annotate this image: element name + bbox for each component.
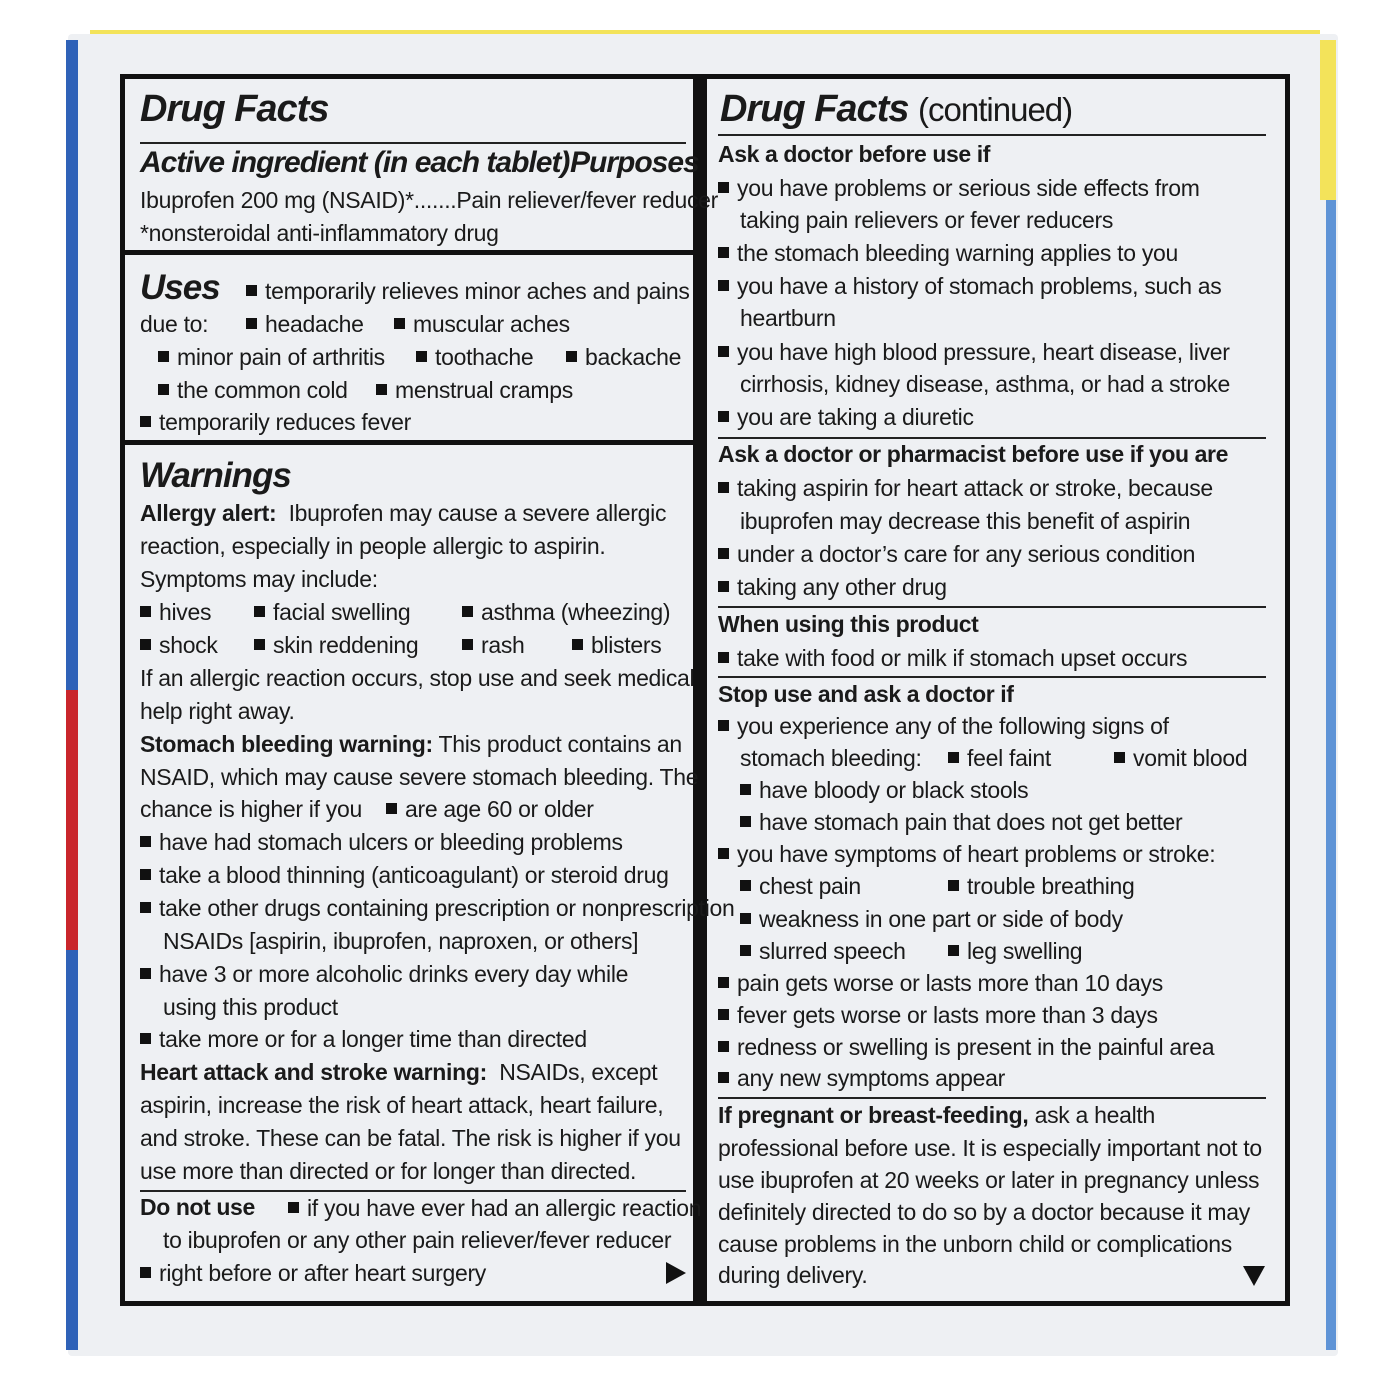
section-divider-active xyxy=(120,250,700,255)
bullet-icon xyxy=(740,913,751,924)
ask-doctor-item-cont: taking pain relievers or fever reducers xyxy=(740,207,1114,233)
uses-heading: Uses xyxy=(140,268,220,307)
section-rule xyxy=(718,606,1266,608)
bullet-icon xyxy=(386,803,397,814)
bullet-icon xyxy=(740,784,751,795)
stop-use-item: you experience any of the following signs of xyxy=(718,710,1169,743)
do-not-use-heading: Do not use xyxy=(140,1194,255,1220)
stop-use-subitem: trouble breathing xyxy=(948,870,1135,903)
heart-text: and stroke. These can be fatal. The risk is higher if you xyxy=(140,1125,681,1151)
symptom-item: facial swelling xyxy=(254,596,410,629)
bullet-icon xyxy=(718,848,729,859)
bullet-icon xyxy=(376,384,387,395)
stomach-item: take more or for a longer time than directed xyxy=(140,1023,587,1056)
bullet-icon xyxy=(718,1041,729,1052)
bullet-icon xyxy=(254,606,265,617)
pregnancy-text: use ibuprofen at 20 weeks or later in pregnancy unless xyxy=(718,1167,1260,1193)
bullet-icon xyxy=(462,639,473,650)
bullet-icon xyxy=(718,346,729,357)
bullet-icon xyxy=(158,351,169,362)
uses-item: backache xyxy=(566,341,681,374)
ask-pharmacist-item-cont: ibuprofen may decrease this benefit of aspirin xyxy=(740,508,1191,534)
uses-item: menstrual cramps xyxy=(376,374,573,407)
ask-doctor-heading: Ask a doctor before use if xyxy=(718,141,991,167)
bullet-icon xyxy=(140,1033,151,1044)
stop-use-item: pain gets worse or lasts more than 10 days xyxy=(718,967,1163,1000)
bullet-icon xyxy=(718,652,729,663)
uses-item: minor pain of arthritis xyxy=(158,341,385,374)
uses-item: headache xyxy=(246,308,364,341)
ask-pharmacist-item: taking aspirin for heart attack or stroke, because xyxy=(718,472,1213,505)
bullet-icon xyxy=(572,639,583,650)
pregnancy-text: during delivery. xyxy=(718,1262,868,1288)
stop-use-item: you have symptoms of heart problems or stroke: xyxy=(718,838,1215,871)
stop-use-heading: Stop use and ask a doctor if xyxy=(718,681,1014,707)
uses-item: toothache xyxy=(416,341,533,374)
active-ingredient-line: Ibuprofen 200 mg (NSAID)*.......Pain reliever/fever reducer xyxy=(140,187,719,213)
bullet-icon xyxy=(948,945,959,956)
when-using-heading: When using this product xyxy=(718,611,979,637)
donot-item: if you have ever had an allergic reaction xyxy=(288,1192,701,1225)
bullet-icon xyxy=(140,1267,151,1278)
stomach-item-cont: using this product xyxy=(163,994,338,1020)
bullet-icon xyxy=(416,351,427,362)
ask-doctor-item-cont: heartburn xyxy=(740,305,836,331)
section-divider-uses xyxy=(120,440,700,445)
heart-text: aspirin, increase the risk of heart attack, heart failure, xyxy=(140,1092,664,1118)
ask-doctor-item: you have problems or serious side effects from xyxy=(718,172,1200,205)
heart-text: use more than directed or for longer than directed. xyxy=(140,1158,637,1184)
ask-doctor-item: you have a history of stomach problems, such as xyxy=(718,270,1221,303)
uses-item: temporarily relieves minor aches and pains xyxy=(246,275,690,308)
stop-use-item-cont: stomach bleeding: xyxy=(740,745,922,771)
bullet-icon xyxy=(718,581,729,592)
box-left-red-stripe xyxy=(66,690,78,950)
box-right-edge xyxy=(1326,40,1336,1350)
bullet-icon xyxy=(140,968,151,979)
pregnancy-text: cause problems in the unborn child or complications xyxy=(718,1231,1232,1257)
symptom-item: rash xyxy=(462,629,525,662)
stop-use-subitem: weakness in one part or side of body xyxy=(740,903,1123,936)
bullet-icon xyxy=(718,247,729,258)
bullet-icon xyxy=(462,606,473,617)
bullet-icon xyxy=(140,416,151,427)
stomach-item: are age 60 or older xyxy=(386,793,594,826)
uses-due-to: due to: xyxy=(140,311,209,337)
purposes-heading: Purposes xyxy=(570,146,699,179)
ask-pharmacist-item: taking any other drug xyxy=(718,571,947,604)
allergy-text: reaction, especially in people allergic to aspirin. xyxy=(140,533,606,559)
when-using-item: take with food or milk if stomach upset occurs xyxy=(718,642,1187,675)
symptom-item: skin reddening xyxy=(254,629,418,662)
box-right-yellow-stripe xyxy=(1320,40,1336,200)
active-ingredient-heading: Active ingredient (in each tablet) xyxy=(140,146,570,179)
bullet-icon xyxy=(288,1202,299,1213)
stomach-warning: Stomach bleeding warning: This product contains an xyxy=(140,731,682,757)
section-rule xyxy=(718,437,1266,439)
nsaid-footnote: *nonsteroidal anti-inflammatory drug xyxy=(140,220,499,246)
allergy-text: If an allergic reaction occurs, stop use and seek medical xyxy=(140,665,695,691)
bullet-icon xyxy=(948,752,959,763)
bullet-icon xyxy=(718,280,729,291)
ask-doctor-item-cont: cirrhosis, kidney disease, asthma, or had a stroke xyxy=(740,371,1230,397)
bullet-icon xyxy=(140,639,151,650)
warnings-heading: Warnings xyxy=(140,456,291,495)
heart-warning: Heart attack and stroke warning: NSAIDs, except xyxy=(140,1059,658,1085)
bullet-icon xyxy=(718,977,729,988)
bullet-icon xyxy=(254,639,265,650)
bullet-icon xyxy=(140,869,151,880)
section-rule xyxy=(718,676,1266,678)
uses-item: muscular aches xyxy=(394,308,570,341)
bullet-icon xyxy=(246,285,257,296)
symptom-item: shock xyxy=(140,629,218,662)
stomach-item: have 3 or more alcoholic drinks every day while xyxy=(140,958,628,991)
bullet-icon xyxy=(140,836,151,847)
uses-item: the common cold xyxy=(158,374,348,407)
continue-arrow-icon xyxy=(666,1262,686,1284)
drug-facts-continued-title: Drug Facts (continued) xyxy=(720,88,1073,130)
bullet-icon xyxy=(1114,752,1125,763)
stop-use-subitem: slurred speech xyxy=(740,935,906,968)
allergy-text: Symptoms may include: xyxy=(140,566,378,592)
donot-item: right before or after heart surgery xyxy=(140,1257,486,1290)
symptom-item: asthma (wheezing) xyxy=(462,596,670,629)
bullet-icon xyxy=(718,1009,729,1020)
stop-use-subitem: feel faint xyxy=(948,742,1051,775)
stop-use-subitem: have stomach pain that does not get better xyxy=(740,806,1182,839)
bullet-icon xyxy=(718,720,729,731)
pregnancy-warning: If pregnant or breast-feeding, ask a health xyxy=(718,1102,1156,1128)
column-divider xyxy=(693,74,707,1306)
ask-pharmacist-item: under a doctor’s care for any serious condition xyxy=(718,538,1195,571)
bullet-icon xyxy=(158,384,169,395)
title-rule xyxy=(718,134,1266,136)
symptom-item: hives xyxy=(140,596,211,629)
bullet-icon xyxy=(566,351,577,362)
ask-doctor-item: the stomach bleeding warning applies to you xyxy=(718,237,1178,270)
bullet-icon xyxy=(740,880,751,891)
stop-use-subitem: vomit blood xyxy=(1114,742,1247,775)
stop-use-item: fever gets worse or lasts more than 3 days xyxy=(718,999,1158,1032)
bullet-icon xyxy=(740,816,751,827)
bullet-icon xyxy=(394,318,405,329)
stop-use-subitem: leg swelling xyxy=(948,935,1082,968)
symptom-item: blisters xyxy=(572,629,661,662)
ask-pharmacist-heading: Ask a doctor or pharmacist before use if you are xyxy=(718,441,1228,467)
stop-use-subitem: have bloody or black stools xyxy=(740,774,1028,807)
stomach-text: NSAID, which may cause severe stomach bleeding. The xyxy=(140,764,699,790)
ask-doctor-item: you are taking a diuretic xyxy=(718,401,974,434)
bullet-icon xyxy=(718,548,729,559)
stomach-text: chance is higher if you xyxy=(140,796,362,822)
stomach-item: take a blood thinning (anticoagulant) or steroid drug xyxy=(140,859,669,892)
donot-item-cont: to ibuprofen or any other pain reliever/fever reducer xyxy=(163,1227,672,1253)
stop-use-item: redness or swelling is present in the painful area xyxy=(718,1031,1214,1064)
allergy-alert: Allergy alert: Ibuprofen may cause a severe allergic xyxy=(140,500,667,526)
ask-doctor-item: you have high blood pressure, heart disease, liver xyxy=(718,336,1230,369)
bullet-icon xyxy=(948,880,959,891)
drug-facts-title: Drug Facts xyxy=(140,88,329,130)
pregnancy-text: professional before use. It is especially important not to xyxy=(718,1135,1262,1161)
bullet-icon xyxy=(140,902,151,913)
stop-use-item: any new symptoms appear xyxy=(718,1062,1005,1095)
allergy-text: help right away. xyxy=(140,698,295,724)
bullet-icon xyxy=(718,182,729,193)
bullet-icon xyxy=(718,411,729,422)
bullet-icon xyxy=(246,318,257,329)
stop-use-subitem: chest pain xyxy=(740,870,861,903)
bullet-icon xyxy=(140,606,151,617)
continue-down-arrow-icon xyxy=(1243,1266,1265,1286)
bullet-icon xyxy=(740,945,751,956)
title-rule xyxy=(140,142,686,144)
stomach-item-cont: NSAIDs [aspirin, ibuprofen, naproxen, or others] xyxy=(163,928,639,954)
bullet-icon xyxy=(718,482,729,493)
stomach-item: have had stomach ulcers or bleeding problems xyxy=(140,826,623,859)
stomach-item: take other drugs containing prescription or nonprescription xyxy=(140,892,735,925)
bullet-icon xyxy=(718,1072,729,1083)
pregnancy-text: definitely directed to do so by a doctor because it may xyxy=(718,1199,1250,1225)
uses-item: temporarily reduces fever xyxy=(140,406,411,439)
